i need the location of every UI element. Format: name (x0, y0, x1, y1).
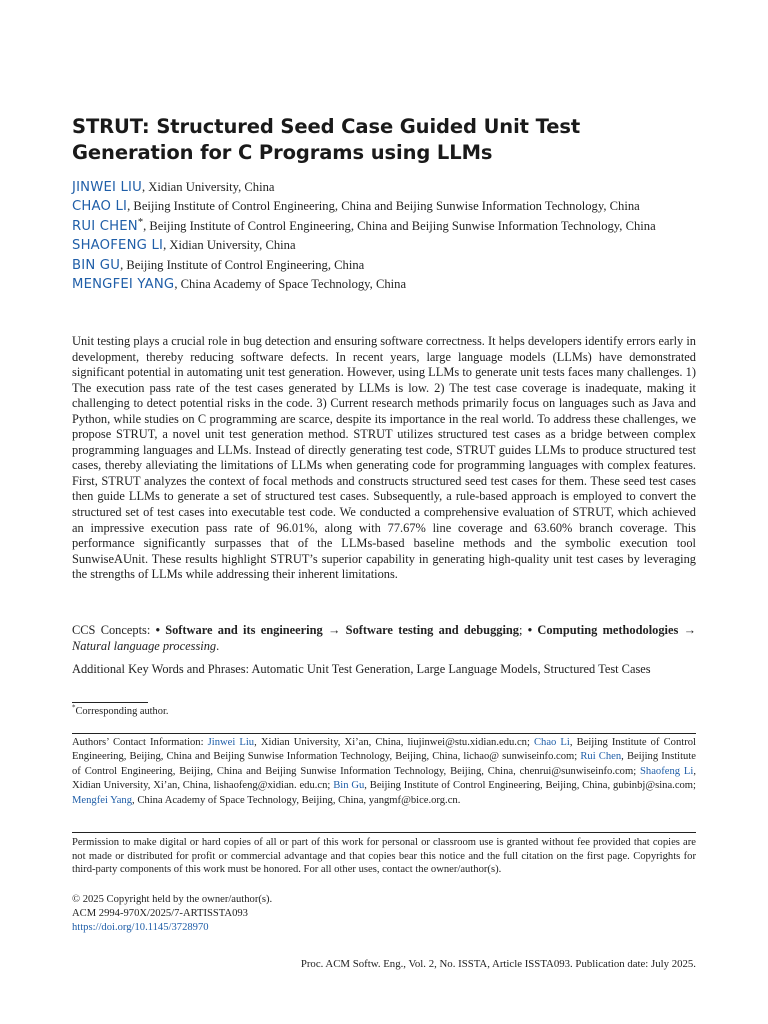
contact-detail: , Xidian University, Xi’an, China, liujinwei@stu.xidian.edu.cn; (254, 737, 534, 748)
keywords: Additional Key Words and Phrases: Automatic Unit Test Generation, Large Language Models, Structured Test Cases (72, 662, 651, 676)
ccs-term: Software testing and debugging (345, 623, 519, 637)
author-entry (72, 217, 696, 236)
author-name[interactable]: BIN GU (72, 257, 121, 273)
ccs-bullet: • (155, 623, 166, 637)
ccs-bullet: • (527, 623, 538, 637)
footnote-text: Corresponding author. (75, 706, 169, 717)
ccs-arrow: → (322, 623, 346, 637)
ccs-term: Natural language processing (72, 639, 217, 653)
author-affiliation: , China Academy of Space Technology, China (174, 277, 407, 292)
author-name[interactable]: JINWEI LIU (72, 180, 142, 195)
author-entry (72, 236, 696, 255)
author-affiliation: , Xidian University, China (163, 238, 296, 253)
footnote (72, 705, 168, 718)
author-affiliation: , Beijing Institute of Control Engineering, China (120, 257, 365, 272)
author-list (72, 178, 696, 294)
ccs-arrow: → (678, 623, 696, 637)
ccs-label: CCS Concepts: (72, 623, 156, 637)
contact-detail: , Beijing Institute of Control Engineering, Beijing, China, gubinbj@sina.com; (364, 780, 696, 792)
paper-title: STRUT: Structured Seed Case Guided Unit Test Generation for C Programs using LLMs (72, 115, 581, 164)
author-entry (72, 275, 696, 294)
author-link[interactable]: Rui Chen (580, 751, 622, 763)
contact-detail: , China Academy of Space Technology, Beijing, China, yangmf@bice.org.cn. (132, 794, 461, 806)
author-affiliation: , Beijing Institute of Control Engineering, China and Beijing Sunwise Information Technology, China (127, 199, 640, 214)
author-name[interactable]: MENGFEI YANG (72, 277, 175, 293)
author-link[interactable]: Bin Gu (333, 780, 365, 792)
ccs-term: Computing methodologies (537, 623, 679, 637)
acm-identifier: ACM 2994-970X/2025/7-ARTISSTA093 (72, 908, 248, 919)
ccs-end: . (216, 639, 220, 653)
author-entry (72, 197, 696, 216)
abstract: Unit testing plays a crucial role in bug detection and ensuring software correctness. It helps developers identify errors early in development, thereby reducing software defects. In recent years, large language models (LLMs) have demonstrated significant potential in automating unit test generation. However, using LLMs to generate unit tests faces many challenges. 1) The execution pass rate of the test cases generated by LLMs is low. 2) The test case coverage is inadequate, making it challenging to detect potential risks in the code. 3) Current research methods primarily focus on languages such as Java and Python, while studies on C programming are scarce, despite its importance in the real world. To address these challenges, we propose STRUT, a novel unit test generation method. STRUT utilizes structured test cases as a bridge between complex programming languages and LLMs. Instead of directly generating test code, STRUT guides LLMs to produce structured test cases, thereby alleviating the limitations of LLMs when generating code for programming languages with complex features. First, STRUT analyzes the context of focal methods and constructs structured seed test cases for them. These seed test cases then guide LLMs to generate a set of structured test cases. Subsequently, a rule-based approach is employed to convert the structured set of test cases into executable test code. We conducted a comprehensive evaluation of STRUT, which achieved an impressive execution pass rate of 96.01%, along with 77.67% line coverage and 63.60% branch coverage. This performance significantly surpasses that of the LLMs-based baseline methods and the symbolic execution tool SunwiseAUnit. These results highlight STRUT’s superior capability in generating high-quality unit test cases by leveraging the strengths of LLMs while addressing their inherent limitations. (72, 334, 696, 582)
author-name[interactable]: CHAO LI (72, 199, 128, 215)
ccs-separator: ; (519, 623, 528, 637)
contact-detail: , Beijing Institute of Control Engineering, Beijing, China and Beijing Sunwise Information Technology, Beijing, China, lichao@ sunwiseinfo.com; (72, 737, 696, 763)
corresponding-mark: * (137, 216, 144, 228)
footnote-mark: * (72, 703, 76, 712)
divider (72, 733, 696, 734)
publication-info: Proc. ACM Softw. Eng., Vol. 2, No. ISSTA, Article ISSTA093. Publication date: July 2025. (300, 958, 696, 970)
contact-intro: Authors’ Contact Information: (72, 737, 208, 748)
ccs-concepts (72, 622, 696, 654)
doi-link[interactable]: https://doi.org/10.1145/3728970 (72, 922, 209, 933)
author-affiliation: , Xidian University, China (142, 180, 275, 194)
permission-notice: Permission to make digital or hard copies of all or part of this work for personal or classroom use is granted without fee provided that copies are not made or distributed for profit or commercial advantage and that copies bear this notice and the full citation on the first page. Copyrights for third-party components of this work must be honored. For all other uses, contact the owner/author(s). (72, 837, 696, 876)
ccs-term: Software and its engineering (165, 623, 323, 637)
author-contact-info (72, 736, 696, 808)
author-affiliation: , Beijing Institute of Control Engineering, China and Beijing Sunwise Information Technology, China (143, 218, 656, 233)
author-link[interactable]: Chao Li (533, 737, 570, 748)
author-entry (72, 178, 696, 197)
author-name[interactable]: RUI CHEN (72, 218, 138, 234)
contact-detail: , Beijing Institute of Control Engineering, Beijing, China and Beijing Sunwise Information Technology, Beijing, China, chenrui@sunwiseinfo.com; (72, 751, 696, 777)
author-link[interactable]: Shaofeng Li (640, 765, 694, 777)
author-link[interactable]: Mengfei Yang (72, 794, 133, 806)
copyright-line: © 2025 Copyright held by the owner/author(s). (72, 894, 273, 905)
contact-detail: , Xidian University, Xi’an, China, lishaofeng@xidian. edu.cn; (72, 765, 696, 792)
author-name[interactable]: SHAOFENG LI (72, 238, 164, 254)
footnote-rule (72, 702, 148, 703)
divider (72, 832, 696, 833)
author-link[interactable]: Jinwei Liu (207, 737, 255, 748)
author-entry (72, 256, 696, 275)
